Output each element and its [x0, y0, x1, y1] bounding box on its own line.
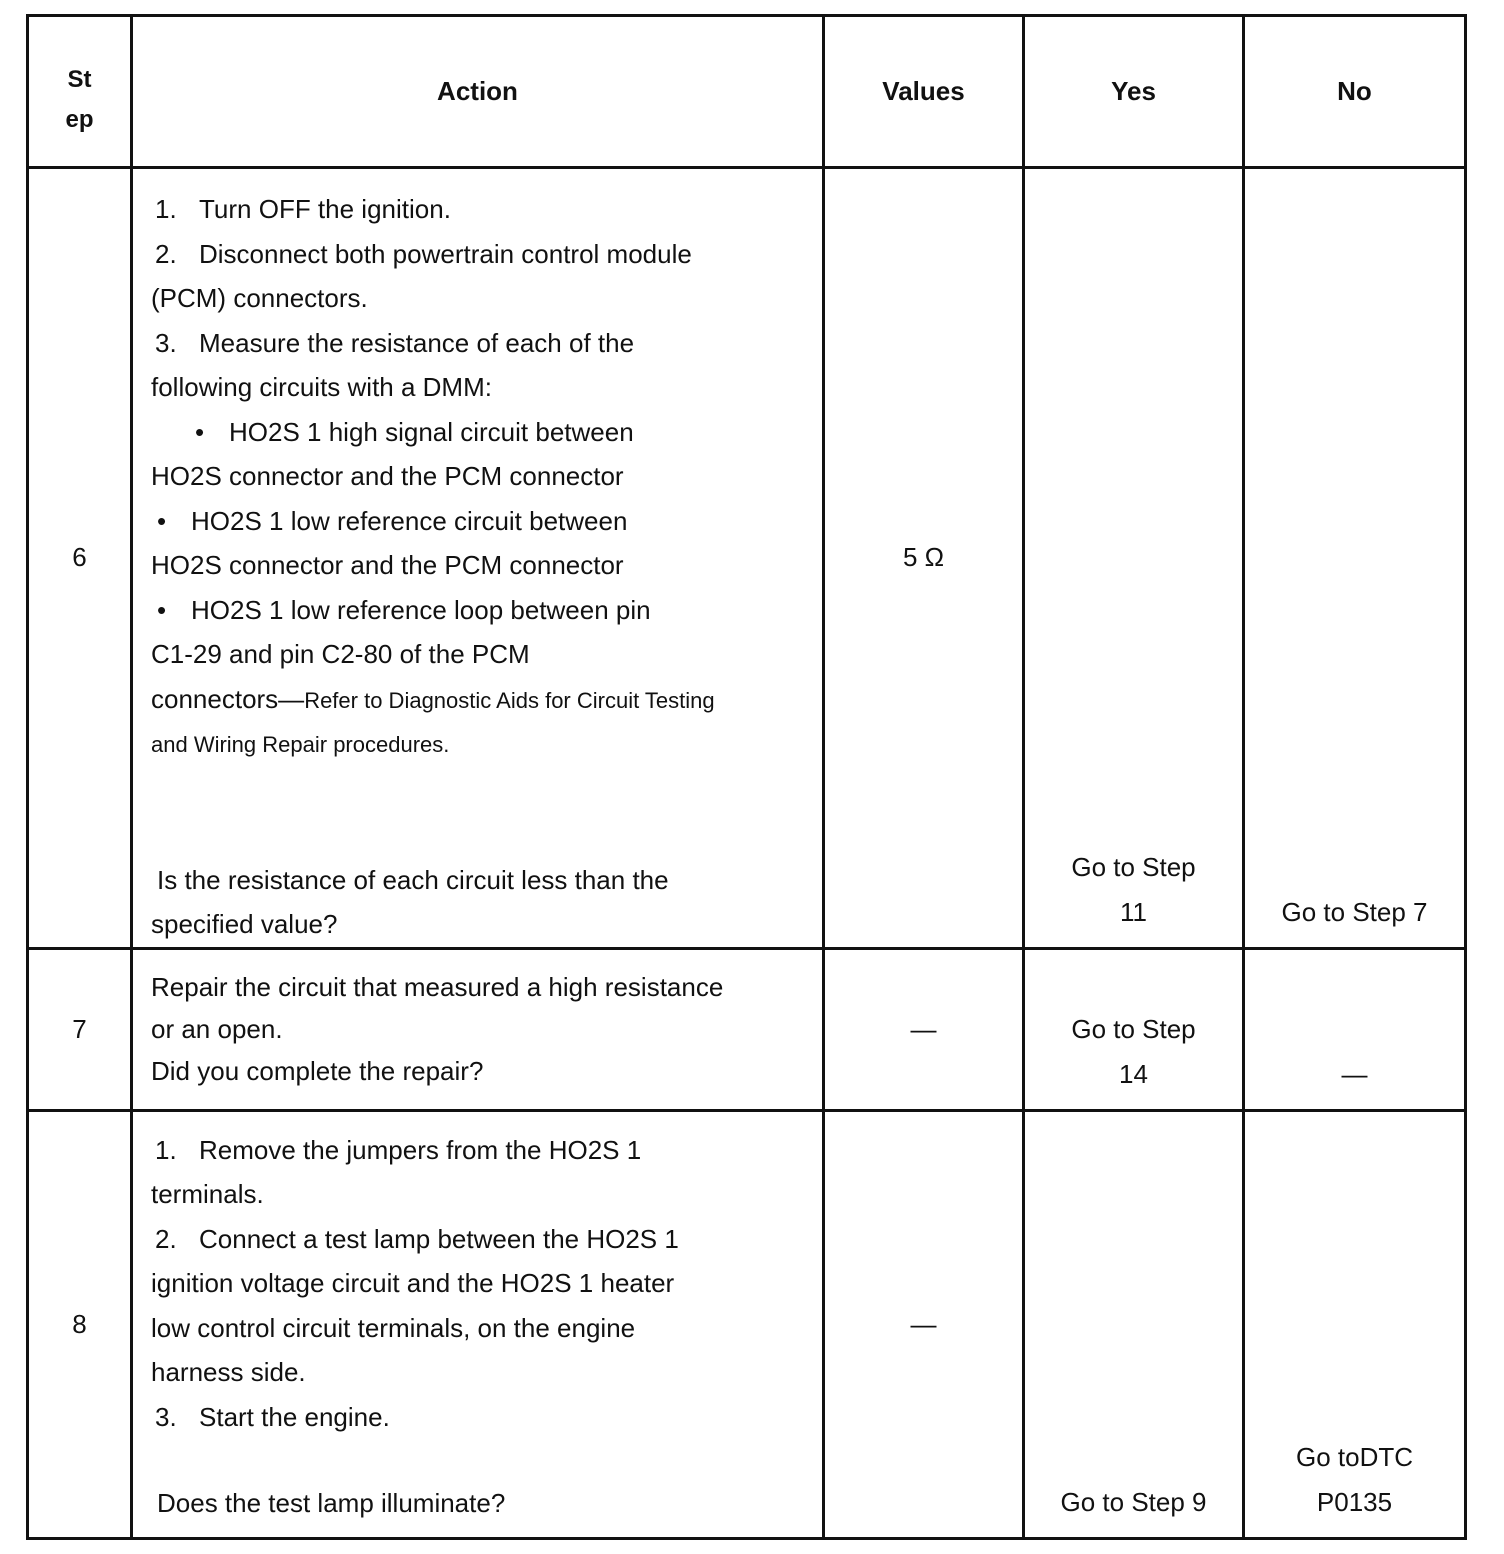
bullet-item: • HO2S 1 low reference loop between pin [151, 588, 812, 633]
yes-cell: Go to Step 14 [1024, 948, 1244, 1110]
action-text: terminals. [151, 1179, 264, 1209]
header-action: Action [132, 16, 824, 168]
value-cell: — [824, 1110, 1024, 1538]
action-cell [132, 1110, 824, 1538]
action-item: 3. Start the engine. [155, 1401, 390, 1432]
question-text: Does the test lamp illuminate? [157, 1488, 506, 1518]
header-yes: Yes [1024, 16, 1244, 168]
header-values: Values [824, 16, 1024, 168]
bullet-item: • HO2S 1 high signal circuit between [151, 410, 812, 455]
action-text: or an open. [151, 1013, 283, 1044]
action-text: following circuits with a DMM: [151, 372, 492, 402]
header-no: No [1244, 16, 1466, 168]
question-text: Is the resistance of each circuit less than the [157, 864, 669, 895]
action-text: and Wiring Repair procedures. [151, 732, 450, 757]
action-item: 2. Connect a test lamp between the HO2S 1 [155, 1223, 679, 1254]
action-text: Repair the circuit that measured a high resistance [151, 971, 724, 1002]
yes-cell: Go to Step 11 [1024, 168, 1244, 949]
action-cell [132, 948, 824, 1110]
action-item: 1. Remove the jumpers from the HO2S 1 [155, 1134, 642, 1165]
yes-cell: Go to Step 9 [1024, 1110, 1244, 1538]
bullet-icon: • [157, 505, 167, 536]
no-cell: Go toDTC P0135 [1244, 1110, 1466, 1538]
action-item: 2. Disconnect both powertrain control module [155, 238, 692, 269]
bullet-icon: • [157, 594, 167, 625]
spacer [151, 1439, 812, 1481]
action-item: 1. Turn OFF the ignition. [155, 194, 451, 224]
action-text: harness side. [151, 1357, 306, 1387]
value-cell: — [824, 948, 1024, 1110]
no-cell: — [1244, 948, 1466, 1110]
header-step [28, 16, 132, 168]
question-text: Did you complete the repair? [151, 1055, 484, 1086]
action-text: (PCM) connectors. [151, 283, 368, 313]
action-text: HO2S connector and the PCM connector [151, 461, 624, 491]
action-cell [132, 168, 824, 949]
action-text: ignition voltage circuit and the HO2S 1 heater [151, 1268, 675, 1298]
step-number: 6 [28, 168, 132, 949]
bullet-item: • HO2S 1 low reference circuit between [151, 499, 812, 544]
diagnostic-table [26, 14, 1467, 1540]
action-text: connectors—Refer to Diagnostic Aids for Circuit Testing [151, 683, 715, 714]
step-number: 8 [28, 1110, 132, 1538]
header-row [28, 16, 1466, 168]
table-row-step-8 [28, 1110, 1466, 1538]
table-row-step-7 [28, 948, 1466, 1110]
bullet-icon: • [195, 416, 205, 447]
action-text: HO2S connector and the PCM connector [151, 550, 624, 580]
header-step-line1: St [67, 65, 92, 93]
action-text: low control circuit terminals, on the engine [151, 1312, 636, 1343]
action-item: 3. Measure the resistance of each of the [155, 327, 635, 358]
action-text: C1-29 and pin C2-80 of the PCM [151, 639, 530, 669]
spacer [151, 768, 812, 858]
value-cell: 5 Ω [824, 168, 1024, 949]
no-cell: Go to Step 7 [1244, 168, 1466, 949]
step-number: 7 [28, 948, 132, 1110]
question-text: specified value? [151, 909, 338, 939]
header-step-line2: ep [65, 105, 94, 133]
table-row-step-6 [28, 168, 1466, 949]
